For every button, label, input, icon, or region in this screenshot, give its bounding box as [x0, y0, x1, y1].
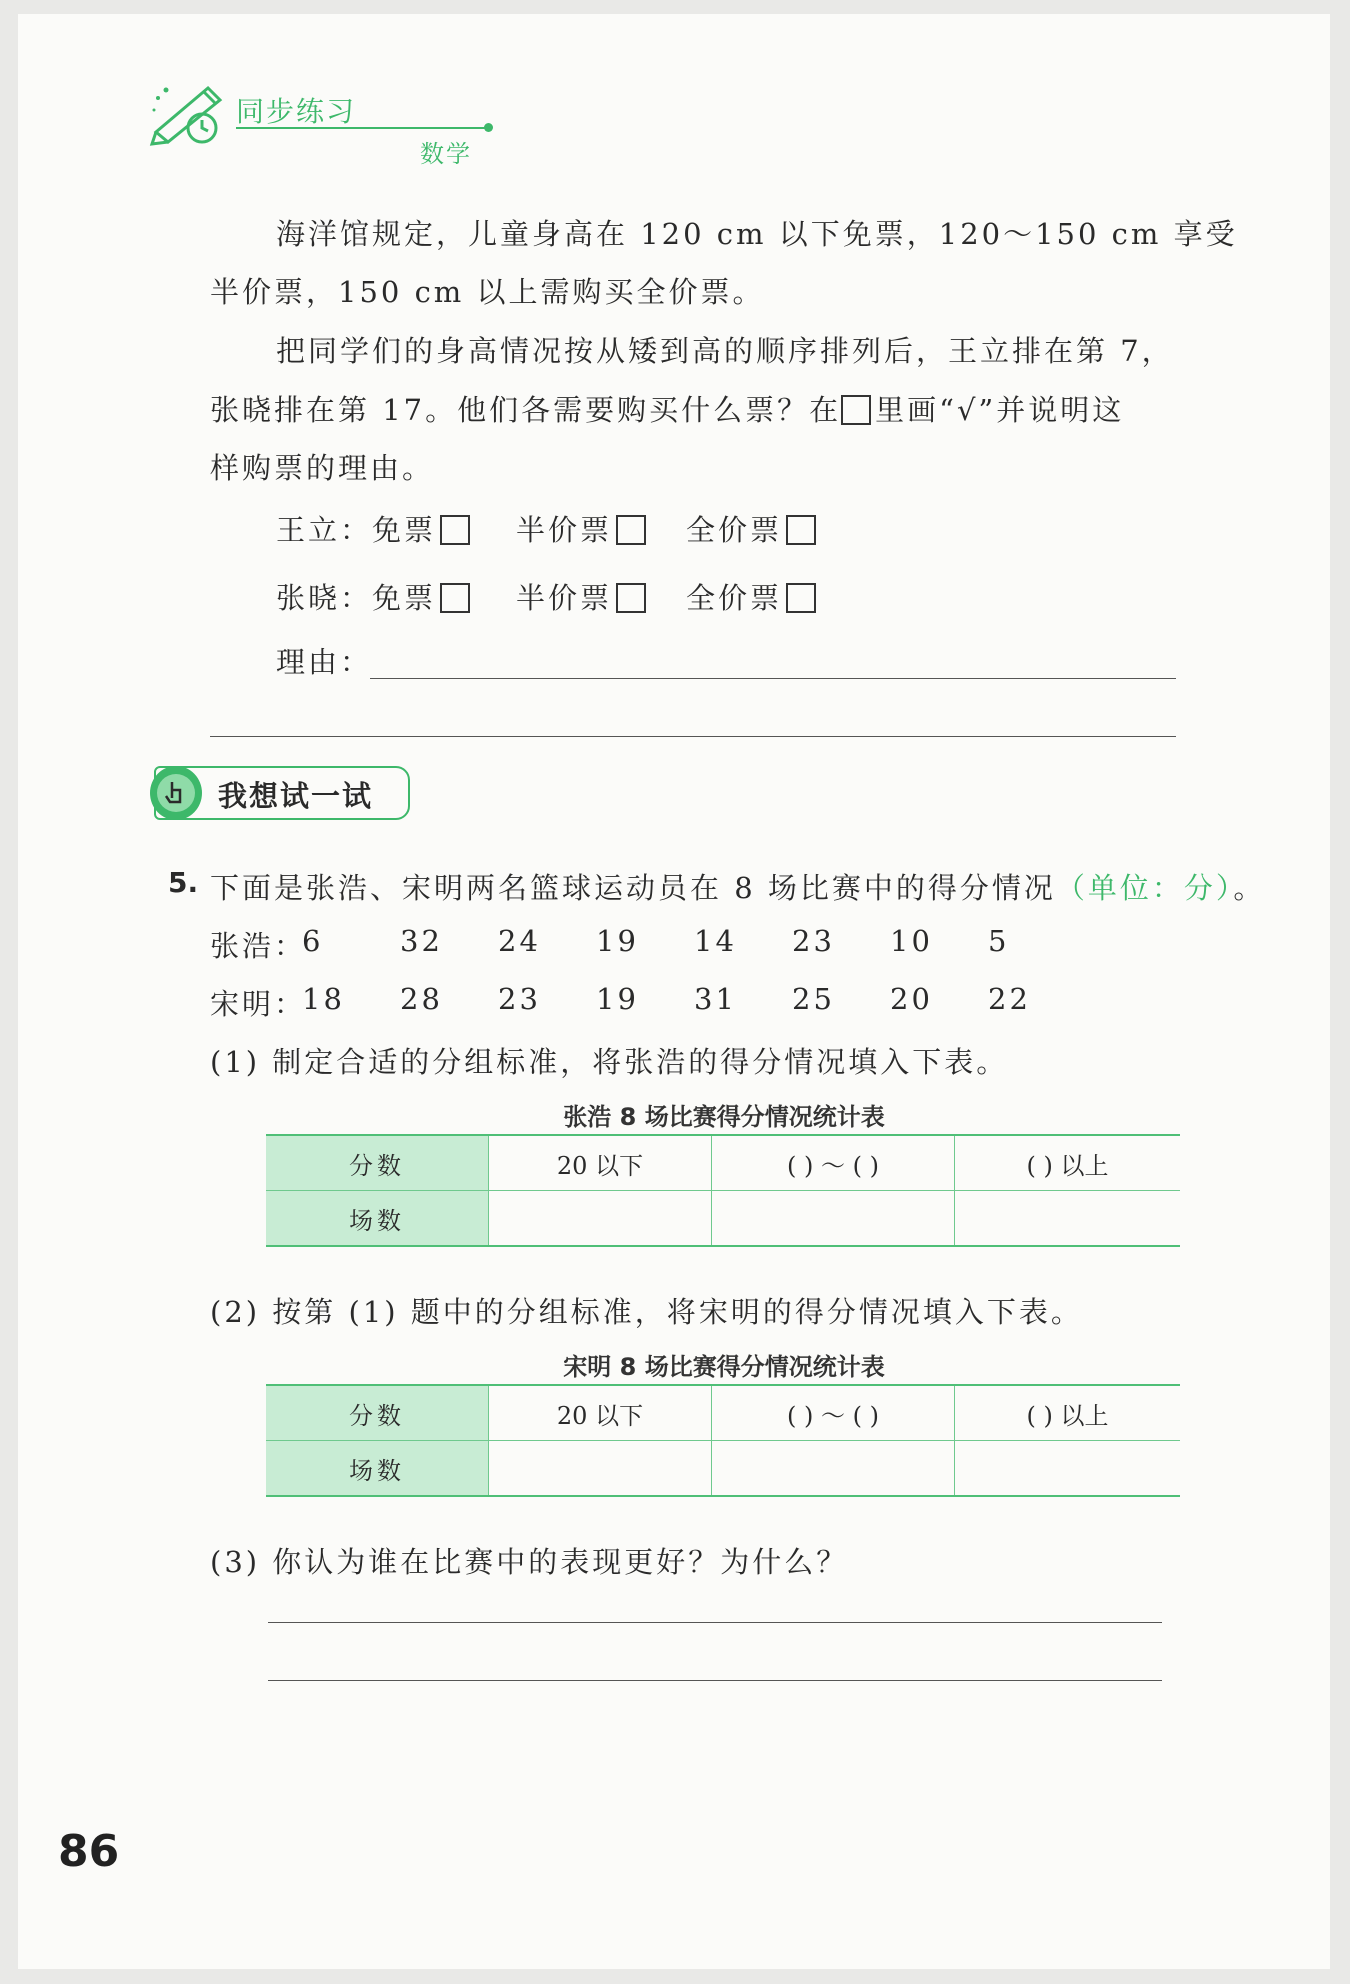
intro-line-5: 样购票的理由。: [210, 451, 435, 485]
score-cell: 23: [792, 924, 835, 958]
header-cell-above[interactable]: ( ) 以上: [955, 1385, 1181, 1441]
table-1-title: 张浩 8 场比赛得分情况统计表: [563, 1103, 885, 1131]
workbook-page: [18, 14, 1330, 1969]
question-5-body: 下面是张浩、宋明两名篮球运动员在 8 场比赛中的得分情况: [210, 871, 1056, 905]
intro-line-4a: 张晓排在第 17。他们各需要购买什么票？在: [210, 393, 842, 427]
score-cell: 22: [988, 982, 1031, 1016]
score-cell: 32: [400, 924, 443, 958]
page-number: 86: [58, 1826, 120, 1877]
choice-half-label: 半价票: [516, 581, 613, 615]
header-cell-under20: 20 以下: [489, 1385, 712, 1441]
scores-row-zhanghao: [210, 924, 1110, 964]
score-cell: 31: [694, 982, 737, 1016]
header-rule: [236, 127, 488, 129]
score-cell: 5: [988, 924, 1010, 958]
table-2-title: 宋明 8 场比赛得分情况统计表: [563, 1353, 885, 1381]
reason-answer-line-2[interactable]: [210, 736, 1176, 737]
choice-free-label: 免票: [372, 513, 437, 547]
choice-full-checkbox[interactable]: [786, 583, 816, 613]
choice-full-wangli: [686, 508, 816, 549]
intro-line-3: 把同学们的身高情况按从矮到高的顺序排列后，王立排在第 7，: [276, 334, 1174, 368]
choice-full-label: 全价票: [686, 581, 783, 615]
choice-half-zhangxiao: [516, 576, 646, 617]
reason-answer-line-1[interactable]: [370, 678, 1176, 679]
player-name: 宋明：: [210, 987, 307, 1021]
hand-pointer-icon: [150, 766, 202, 820]
sample-checkbox: [841, 395, 871, 425]
choice-free-label: 免票: [372, 581, 437, 615]
intro-line-2: 半价票，150 cm 以上需购买全价票。: [210, 275, 765, 309]
score-cell: 19: [596, 982, 639, 1016]
question-5-end: 。: [1233, 871, 1266, 905]
choice-full-checkbox[interactable]: [786, 515, 816, 545]
section-badge-label: 我想试一试: [218, 779, 374, 813]
choice-row-wangli: [276, 508, 470, 549]
pencil-clock-icon: [148, 76, 248, 146]
answer-line-2[interactable]: [268, 1680, 1162, 1681]
header-cell-under20: 20 以下: [489, 1135, 712, 1191]
stat-table-zhanghao: [266, 1134, 1180, 1247]
score-cell: 20: [890, 982, 933, 1016]
series-title: 同步练习: [236, 95, 357, 128]
intro-line-4b: 里画“√”并说明这: [875, 393, 1125, 427]
subject-label: 数学: [420, 140, 472, 168]
choice-free-checkbox[interactable]: [440, 515, 470, 545]
score-cell: 6: [302, 924, 324, 958]
subquestion-3: (3) 你认为谁在比赛中的表现更好？为什么？: [210, 1545, 849, 1579]
subquestion-1: (1) 制定合适的分组标准，将张浩的得分情况填入下表。: [210, 1045, 1009, 1079]
row-label-games: 场数: [266, 1191, 489, 1247]
header-rule-dot: [484, 123, 493, 132]
answer-cell[interactable]: [955, 1441, 1181, 1497]
score-cell: 14: [694, 924, 737, 958]
choice-row-zhangxiao: [276, 576, 470, 617]
score-cell: 10: [890, 924, 933, 958]
row-label-games: 场数: [266, 1441, 489, 1497]
question-5-text: [210, 866, 1265, 907]
score-cell: 28: [400, 982, 443, 1016]
header-cell-range[interactable]: ( ) ～ ( ): [712, 1385, 955, 1441]
question-5-unit: （单位：分）: [1055, 871, 1234, 905]
answer-line-1[interactable]: [268, 1622, 1162, 1623]
score-cell: 24: [498, 924, 541, 958]
question-number: 5.: [168, 866, 199, 899]
score-cell: 19: [596, 924, 639, 958]
subquestion-2: (2) 按第 (1) 题中的分组标准，将宋明的得分情况填入下表。: [210, 1295, 1083, 1329]
answer-cell[interactable]: [712, 1441, 955, 1497]
answer-cell[interactable]: [489, 1441, 712, 1497]
intro-line-1: 海洋馆规定，儿童身高在 120 cm 以下免票，120～150 cm 享受: [276, 217, 1238, 251]
score-cell: 25: [792, 982, 835, 1016]
choice-name: 王立：: [276, 513, 373, 547]
header-cell-above[interactable]: ( ) 以上: [955, 1135, 1181, 1191]
player-name: 张浩：: [210, 929, 307, 963]
choice-full-label: 全价票: [686, 513, 783, 547]
answer-cell[interactable]: [712, 1191, 955, 1247]
choice-full-zhangxiao: [686, 576, 816, 617]
choice-half-checkbox[interactable]: [616, 515, 646, 545]
choice-name: 张晓：: [276, 581, 373, 615]
score-cell: 23: [498, 982, 541, 1016]
reason-label: 理由：: [276, 645, 373, 679]
score-cell: 18: [302, 982, 345, 1016]
header-cell-score: 分数: [266, 1385, 489, 1441]
choice-half-checkbox[interactable]: [616, 583, 646, 613]
answer-cell[interactable]: [489, 1191, 712, 1247]
choice-half-wangli: [516, 508, 646, 549]
choice-free-checkbox[interactable]: [440, 583, 470, 613]
scores-row-songming: [210, 982, 1110, 1022]
header-cell-score: 分数: [266, 1135, 489, 1191]
answer-cell[interactable]: [955, 1191, 1181, 1247]
choice-half-label: 半价票: [516, 513, 613, 547]
intro-line-4: [210, 388, 1124, 429]
stat-table-songming: [266, 1384, 1180, 1497]
header-cell-range[interactable]: ( ) ～ ( ): [712, 1135, 955, 1191]
